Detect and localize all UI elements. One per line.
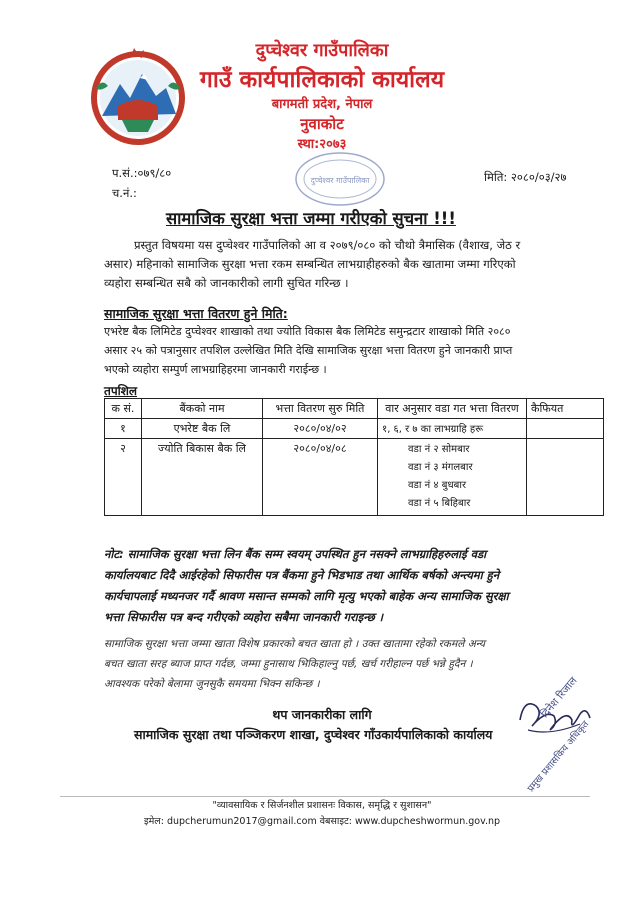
row-ward: १, ६, र ७ का लाभग्राहि हरू [378,419,527,439]
table-row [105,419,604,439]
office-name: गाउँ कार्यपालिकाको कार्यालय [199,67,445,93]
header-remarks: कैफियत [527,399,604,419]
notice-date: मिति: २०८०/०३/२७ [484,170,567,184]
intro-line-2: असार) महिनाको सामाजिक सुरक्षा भत्ता रकम सम्बन्धित लाभग्राहीहरुको बैक खातामा जम्मा गरिएको [104,257,516,271]
savings-line: बचत खाता सरह ब्याज प्राप्त गर्दछ, जम्मा हुनासाथ भिकिहाल्नु पर्छ, खर्च गरीहाल्न पर्छ भन्ने हुदैन । [104,658,473,670]
detail-line-2: असार २५ को पत्रानुसार तपशिल उल्लेखित मिति देखि सामाजिक सुरक्षा भत्ता वितरण हुने जानकारी प्राप्त [104,344,513,357]
row-sn: १ [105,419,142,439]
note-line: भत्ता सिफारीस पत्र बन्द गरीएको व्यहोरा सबैमा जानकारी गराइन्छ । [104,610,383,624]
note-line: नोट: सामाजिक सुरक्षा भत्ता लिन बैंक सम्म स्वयम् उपस्थित हुन नसक्ने लाभग्राहिहरुलाई वडा [104,547,487,561]
municipality-name: दुप्चेश्वर गाउँपालिका [255,40,389,61]
footer-divider [60,796,590,797]
row-ward-list [378,439,527,516]
district-text: नुवाकोट [300,115,344,133]
slogan: "व्यावसायिक र सिर्जनशील प्रशासनः विकास, समृद्धि र सुशासन" [212,800,432,811]
detail-line-3: भएको व्यहोरा सम्पुर्ण लाभग्राहिहरमा जानकारी गराईन्छ । [104,363,327,376]
savings-line: आवश्यक परेको बेलामा जुनसुकै समयमा भिक्न सकिन्छ । [104,678,320,690]
ward-item: वडा नं ३ मंगलबार [408,462,473,473]
notice-title: सामाजिक सुरक्षा भत्ता जम्मा गरीएको सुचना !!! [166,209,456,228]
tapsil-heading: तपशिल [104,384,138,398]
signer-name: दिनेश रिजाल [538,674,580,721]
note-line: कार्यचापलाई मध्यनजर गर्दै श्रावण मसान्त सम्मको लागि मृत्यु भएको बाहेक अन्य सामाजिक सुरक्षा [104,589,509,603]
row-date: २०८०/०४/०८ [263,439,378,516]
header-bank: बैंकको नाम [142,399,263,419]
contact-label: थप जानकारीका लागि [272,707,372,722]
intro-line-1: प्रस्तुत विषयमा यस दुप्चेश्वर गाउँपालिको आ व २०७९/०८० को चौथो त्रैमासिक (वैशाख, जेठ र [134,238,521,252]
header-ward: वार अनुसार वडा गत भत्ता वितरण [378,399,527,419]
detail-line-1: एभरेष्ट बैक लिमिटेड दुप्चेश्वर शाखाको तथा ज्योति विकास बैक लिमिटेड समुन्द्रटार शाखाको मिति २०८० [104,325,511,338]
office-stamp-icon [290,148,390,210]
section-name: सामाजिक सुरक्षा तथा पञ्जिकरण शाखा, दुप्चेश्वर गाँउकार्यपालिकाको कार्यालय [134,727,493,742]
row-bank: ज्योति बिकास बैक लि [142,439,263,516]
savings-line: सामाजिक सुरक्षा भत्ता जम्मा खाता विशेष प्रकारको बचत खाता हो । उक्त खातामा रहेको रकमले अन्य [104,638,485,650]
table-header-row [105,399,604,419]
ward-item: वडा नं ४ बुधबार [408,480,467,491]
signer-title: प्रमुख प्रशासकिय अधिकृत [525,718,592,795]
row-date: २०८०/०४/०२ [263,419,378,439]
contact-email: इमेल: dupcherumun2017@gmail.com वेबसाइट: www.dupcheshwormun.gov.np [143,816,501,827]
distribution-table [104,398,604,516]
row-remarks [527,439,604,516]
row-sn: २ [105,439,142,516]
header-sn: क सं. [105,399,142,419]
stamp-text: दुप्चेश्वर गाउँपालिका [310,176,370,185]
header-date: भत्ता वितरण सुरु मिति [263,399,378,419]
established-text: स्था:२०७३ [297,137,347,152]
distribution-date-heading: सामाजिक सुरक्षा भत्ता वितरण हुने मिति: [104,306,288,321]
note-block [104,544,509,628]
ward-item: वडा नं २ सोमबार [408,444,470,455]
intro-line-3: व्यहोरा सम्बन्धित सबै को जानकारीको लागी सुचित गरिन्छ । [104,276,349,290]
row-bank: एभरेष्ट बैक लि [142,419,263,439]
row-remarks [527,419,604,439]
ref-number: प.सं.:०७९/८० [112,166,172,180]
dispatch-number: च.नं.: [112,186,137,200]
table-row [105,439,604,516]
ward-item: वडा नं ५ बिहिबार [408,498,471,509]
savings-note [104,634,485,694]
note-line: कार्यालयबाट दिदै आईरहेको सिफारीस पत्र बैंकमा हुने भिडभाड तथा आर्थिक बर्षको अन्त्यमा हुने [104,568,500,582]
province-text: बागमती प्रदेश, नेपाल [271,97,373,112]
